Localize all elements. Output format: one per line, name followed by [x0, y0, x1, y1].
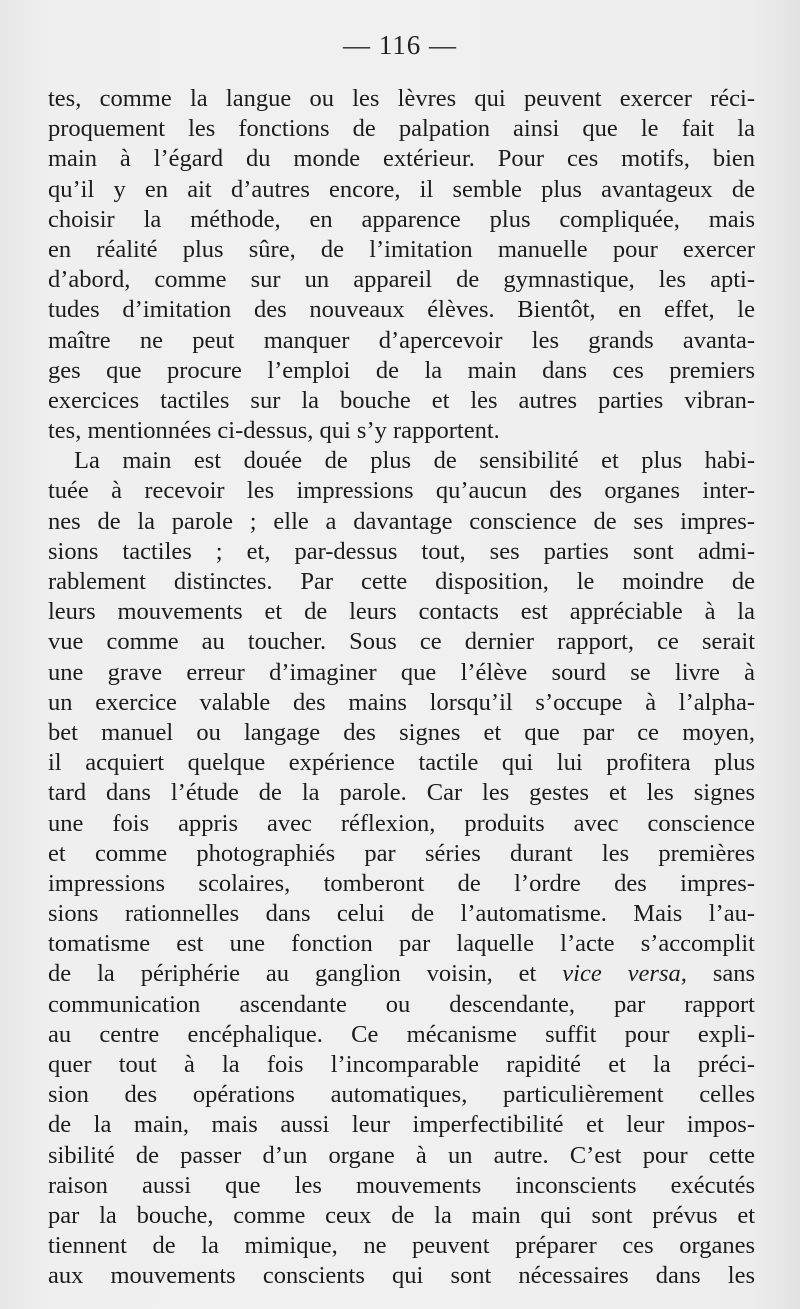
text-line: bet manuel ou langage des signes et que par ce moyen,: [48, 718, 755, 746]
text-line: sions rationnelles dans celui de l’automatisme. Mais l’au-: [48, 900, 755, 928]
paragraph-end-line: tes, mentionnées ci-dessus, qui s’y rapportent.: [48, 417, 500, 445]
body-text: [48, 84, 755, 1292]
text-line: proquement les fonctions de palpation ainsi que le fait la: [48, 115, 755, 143]
text-line: un exercice valable des mains lorsqu’il s’occupe à l’alpha-: [48, 688, 755, 716]
text-line: au centre encéphalique. Ce mécanisme suffit pour expli-: [48, 1020, 755, 1048]
text-segment: sans: [712, 960, 755, 988]
text-line: sibilité de passer d’un organe à un autre. C’est pour cette: [48, 1141, 755, 1169]
text-line: sion des opérations automatiques, particulièrement celles: [48, 1081, 755, 1109]
text-line: une fois appris avec réflexion, produits avec conscience: [48, 809, 755, 837]
text-line: qu’il y en ait d’autres encore, il semble plus avantageux de: [48, 175, 755, 203]
text-line: tomatisme est une fonction par laquelle l’acte s’accomplit: [48, 930, 755, 958]
text-segment: de la périphérie au ganglion voisin, et: [48, 960, 537, 988]
text-line: tiennent de la mimique, ne peuvent préparer ces organes: [48, 1232, 755, 1260]
text-line: aux mouvements conscients qui sont nécessaires dans les: [48, 1262, 755, 1290]
text-line: raison aussi que les mouvements inconscients exécutés: [48, 1171, 755, 1199]
text-line: leurs mouvements et de leurs contacts est appréciable à la: [48, 598, 755, 626]
text-line: d’abord, comme sur un appareil de gymnastique, les apti-: [48, 266, 755, 294]
text-line: nes de la parole ; elle a davantage conscience de ses impres-: [48, 507, 755, 535]
text-line: main à l’égard du monde extérieur. Pour ces motifs, bien: [48, 145, 755, 173]
text-line: par la bouche, comme ceux de la main qui sont prévus et: [48, 1201, 755, 1229]
text-line: choisir la méthode, en apparence plus compliquée, mais: [48, 205, 755, 233]
text-line: exercices tactiles sur la bouche et les autres parties vibran-: [48, 386, 755, 414]
text-line: rablement distinctes. Par cette disposition, le moindre de: [48, 568, 755, 595]
page-number: — 116 —: [343, 30, 457, 60]
text-line-with-italic: [48, 959, 755, 989]
text-line: quer tout à la fois l’incomparable rapidité et la préci-: [48, 1051, 755, 1078]
italic-phrase: vice versa,: [562, 960, 687, 988]
paragraph-start-line: La main est douée de plus de sensibilité et plus habi-: [74, 447, 755, 475]
text-line: vue comme au toucher. Sous ce dernier rapport, ce serait: [48, 628, 755, 656]
text-line: tes, comme la langue ou les lèvres qui peuvent exercer réci-: [48, 85, 755, 112]
text-line: ges que procure l’emploi de la main dans ces premiers: [48, 356, 755, 384]
text-line: impressions scolaires, tomberont de l’ordre des impres-: [48, 869, 755, 897]
text-line: de la main, mais aussi leur imperfectibilité et leur impos-: [48, 1111, 755, 1139]
text-line: maître ne peut manquer d’apercevoir les grands avanta-: [48, 326, 755, 354]
text-line: sions tactiles ; et, par-dessus tout, ses parties sont admi-: [48, 537, 755, 565]
text-line: en réalité plus sûre, de l’imitation manuelle pour exercer: [48, 235, 755, 263]
text-line: une grave erreur d’imaginer que l’élève sourd se livre à: [48, 658, 755, 686]
text-line: il acquiert quelque expérience tactile qui lui profitera plus: [48, 749, 755, 777]
text-line: et comme photographiés par séries durant les premières: [48, 839, 755, 867]
text-line: tard dans l’étude de la parole. Car les gestes et les signes: [48, 779, 755, 807]
text-line: tuée à recevoir les impressions qu’aucun des organes inter-: [48, 477, 755, 505]
text-line: tudes d’imitation des nouveaux élèves. Bientôt, en effet, le: [48, 296, 755, 324]
text-line: communication ascendante ou descendante, par rapport: [48, 990, 755, 1018]
